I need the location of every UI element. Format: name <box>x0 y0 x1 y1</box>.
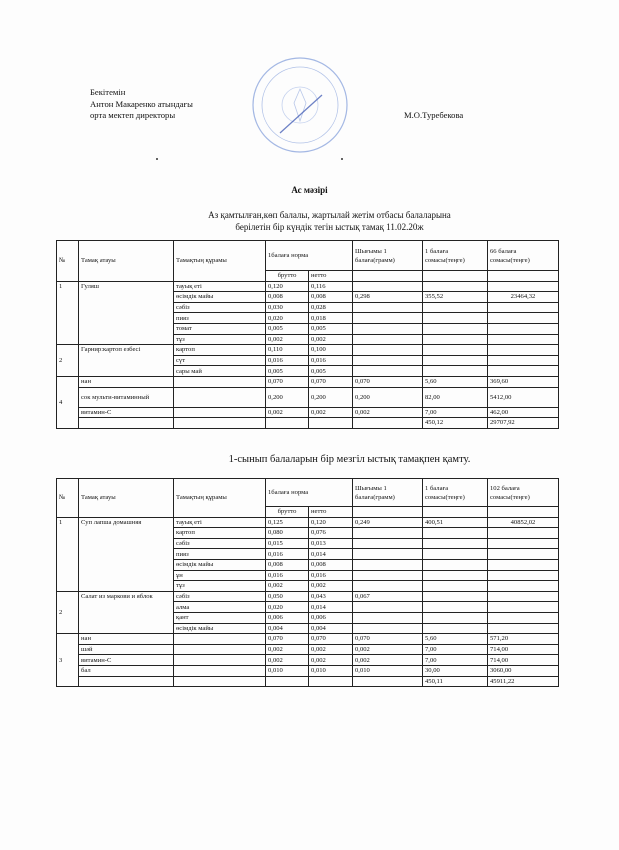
dish-name: бал <box>79 665 174 676</box>
cell: 0,043 <box>309 591 353 602</box>
cell: 369,60 <box>488 376 559 387</box>
sub-header: брутто <box>266 271 309 282</box>
cell: 0,070 <box>309 634 353 645</box>
cell: 0,014 <box>309 549 353 560</box>
row-number: 4 <box>57 376 79 428</box>
cell: 0,002 <box>353 644 423 655</box>
cell: 0,050 <box>266 591 309 602</box>
cell: 0,008 <box>309 292 353 303</box>
row-number: 2 <box>57 591 79 633</box>
cell: 0,200 <box>309 387 353 407</box>
sub-header: брутто <box>266 507 309 518</box>
ingredient: өсімдік майы <box>174 559 266 570</box>
official-stamp <box>250 55 350 155</box>
cell: 0,018 <box>309 313 353 324</box>
cell: 0,016 <box>266 549 309 560</box>
cell: 5,60 <box>423 634 488 645</box>
cell: 0,002 <box>266 655 309 666</box>
cell: 0,013 <box>309 538 353 549</box>
dish-name: Салат из маркови и яблок <box>79 591 174 633</box>
cell: 0,016 <box>309 355 353 366</box>
dish-name: сок мульти-витаминный <box>79 387 174 407</box>
cell: 0,002 <box>309 407 353 418</box>
cell: 0,004 <box>309 623 353 634</box>
cell: 0,070 <box>353 634 423 645</box>
cell: 0,016 <box>309 570 353 581</box>
cell: 0,006 <box>309 612 353 623</box>
dish-name: шәй <box>79 644 174 655</box>
cell: 0,070 <box>266 634 309 645</box>
col-header: Шығымы 1 балаға(грамм) <box>353 241 423 271</box>
ingredient: пияз <box>174 313 266 324</box>
cell: 571,20 <box>488 634 559 645</box>
cell: 0,120 <box>309 517 353 528</box>
subtitle-line-1: Аз қамтылған,көп балалы, жартылай жетім отбасы балаларына <box>208 210 451 220</box>
mark-dot <box>156 158 158 160</box>
col-header: 66 балаға сомасы(теңге) <box>488 241 559 271</box>
cell: 0,002 <box>309 334 353 345</box>
cell: 0,005 <box>309 323 353 334</box>
cell: 82,00 <box>423 387 488 407</box>
ingredient: алма <box>174 602 266 613</box>
cell: 400,51 <box>423 517 488 528</box>
cell: 0,070 <box>266 376 309 387</box>
row-number: 2 <box>57 345 79 377</box>
col-header: 1балаға норма <box>266 479 353 507</box>
cell: 0,002 <box>266 581 309 592</box>
cell: 0,002 <box>353 407 423 418</box>
cell: 0,120 <box>266 281 309 292</box>
col-header: 102 балаға сомасы(теңге) <box>488 479 559 507</box>
section-2-title: 1-сынып балаларын бір мезгіл ыстық тамақпен қамту. <box>228 454 471 465</box>
cell: 0,028 <box>309 302 353 313</box>
cell: 714,00 <box>488 644 559 655</box>
col-header: Тамақтың құрамы <box>174 241 266 282</box>
ingredient: қант <box>174 612 266 623</box>
cell: 23464,32 <box>488 292 559 303</box>
sub-header: нетто <box>309 271 353 282</box>
approval-block <box>90 87 193 122</box>
cell: 0,014 <box>309 602 353 613</box>
cell: 0,010 <box>353 665 423 676</box>
cell: 0,080 <box>266 528 309 539</box>
cell: 0,002 <box>353 655 423 666</box>
cell: 0,008 <box>266 292 309 303</box>
cell: 7,00 <box>423 407 488 418</box>
cell: 30,00 <box>423 665 488 676</box>
sub-header: нетто <box>309 507 353 518</box>
approve-line: Антон Макаренко атындағы <box>90 98 193 109</box>
dish-name: витамин-С <box>79 655 174 666</box>
col-header: 1 балаға сомасы(теңге) <box>423 241 488 271</box>
total-cell: 45911,22 <box>488 676 559 687</box>
dish-name: Гарнир:картоп езбесі <box>79 345 174 377</box>
total-cell: 450,11 <box>423 676 488 687</box>
ingredient: томат <box>174 323 266 334</box>
cell: 3060,00 <box>488 665 559 676</box>
cell: 0,002 <box>309 655 353 666</box>
ingredient: пияз <box>174 549 266 560</box>
ingredient: сәбіз <box>174 591 266 602</box>
col-header: Тамақ атауы <box>79 241 174 282</box>
cell: 0,002 <box>266 644 309 655</box>
cell: 0,200 <box>266 387 309 407</box>
cell: 355,52 <box>423 292 488 303</box>
dish-name: витамин-С <box>79 407 174 418</box>
col-header: 1 балаға сомасы(теңге) <box>423 479 488 507</box>
cell: 7,00 <box>423 644 488 655</box>
ingredient: сүт <box>174 355 266 366</box>
cell: 0,020 <box>266 602 309 613</box>
ingredient: картоп <box>174 528 266 539</box>
page-title: Ас мәзірі <box>291 185 328 195</box>
subtitle-line-2: берілетін бір күндік тегін ыстық тамақ 11.02.20ж <box>235 222 424 232</box>
total-cell: 450,12 <box>423 418 488 429</box>
cell: 0,008 <box>266 559 309 570</box>
approve-line: Бекітемін <box>90 87 126 97</box>
cell: 0,067 <box>353 591 423 602</box>
dish-name: нан <box>79 376 174 387</box>
ingredient: тауық еті <box>174 517 266 528</box>
cell: 0,015 <box>266 538 309 549</box>
ingredient: өсімдік майы <box>174 623 266 634</box>
menu-table-1 <box>56 240 559 429</box>
ingredient: тұз <box>174 581 266 592</box>
col-header: 1балаға норма <box>266 241 353 271</box>
cell: 462,00 <box>488 407 559 418</box>
col-header: Тамақтың құрамы <box>174 479 266 518</box>
cell: 0,004 <box>266 623 309 634</box>
cell: 0,298 <box>353 292 423 303</box>
ingredient: тауық еті <box>174 281 266 292</box>
cell: 0,016 <box>266 355 309 366</box>
cell: 0,249 <box>353 517 423 528</box>
ingredient: сәбіз <box>174 302 266 313</box>
row-number: 3 <box>57 634 79 687</box>
signer-name: М.О.Туребекова <box>404 110 464 120</box>
dish-name: Суп лапша домашняя <box>79 517 174 591</box>
cell: 0,005 <box>266 366 309 377</box>
ingredient: ұн <box>174 570 266 581</box>
cell: 0,116 <box>309 281 353 292</box>
cell: 0,100 <box>309 345 353 356</box>
menu-table-2 <box>56 478 559 687</box>
cell: 0,002 <box>266 407 309 418</box>
cell: 0,200 <box>353 387 423 407</box>
cell: 0,010 <box>309 665 353 676</box>
row-number: 1 <box>57 517 79 591</box>
cell: 0,005 <box>266 323 309 334</box>
cell: 0,030 <box>266 302 309 313</box>
cell: 0,005 <box>309 366 353 377</box>
cell: 0,110 <box>266 345 309 356</box>
mark-dot <box>341 158 343 160</box>
cell: 40852,02 <box>488 517 559 528</box>
cell: 0,008 <box>309 559 353 570</box>
ingredient: картоп <box>174 345 266 356</box>
ingredient: сәбіз <box>174 538 266 549</box>
col-header: Шығымы 1 балаға(грамм) <box>353 479 423 507</box>
approve-line: орта мектеп директоры <box>90 110 176 120</box>
ingredient: сары май <box>174 366 266 377</box>
row-number: 1 <box>57 281 79 345</box>
cell: 0,076 <box>309 528 353 539</box>
cell: 0,002 <box>309 581 353 592</box>
cell: 0,125 <box>266 517 309 528</box>
cell: 0,070 <box>309 376 353 387</box>
col-header: № <box>57 241 79 282</box>
cell: 714,00 <box>488 655 559 666</box>
cell: 0,002 <box>266 334 309 345</box>
cell: 0,006 <box>266 612 309 623</box>
total-cell: 29707,92 <box>488 418 559 429</box>
ingredient: өсімдік майы <box>174 292 266 303</box>
dish-name: Гуляш <box>79 281 174 345</box>
ingredient: тұз <box>174 334 266 345</box>
cell: 0,010 <box>266 665 309 676</box>
cell: 5412,00 <box>488 387 559 407</box>
cell: 0,020 <box>266 313 309 324</box>
cell: 0,016 <box>266 570 309 581</box>
cell: 5,60 <box>423 376 488 387</box>
col-header: Тамақ атауы <box>79 479 174 518</box>
cell: 0,070 <box>353 376 423 387</box>
cell: 0,002 <box>309 644 353 655</box>
cell: 7,00 <box>423 655 488 666</box>
dish-name: нан <box>79 634 174 645</box>
col-header: № <box>57 479 79 518</box>
